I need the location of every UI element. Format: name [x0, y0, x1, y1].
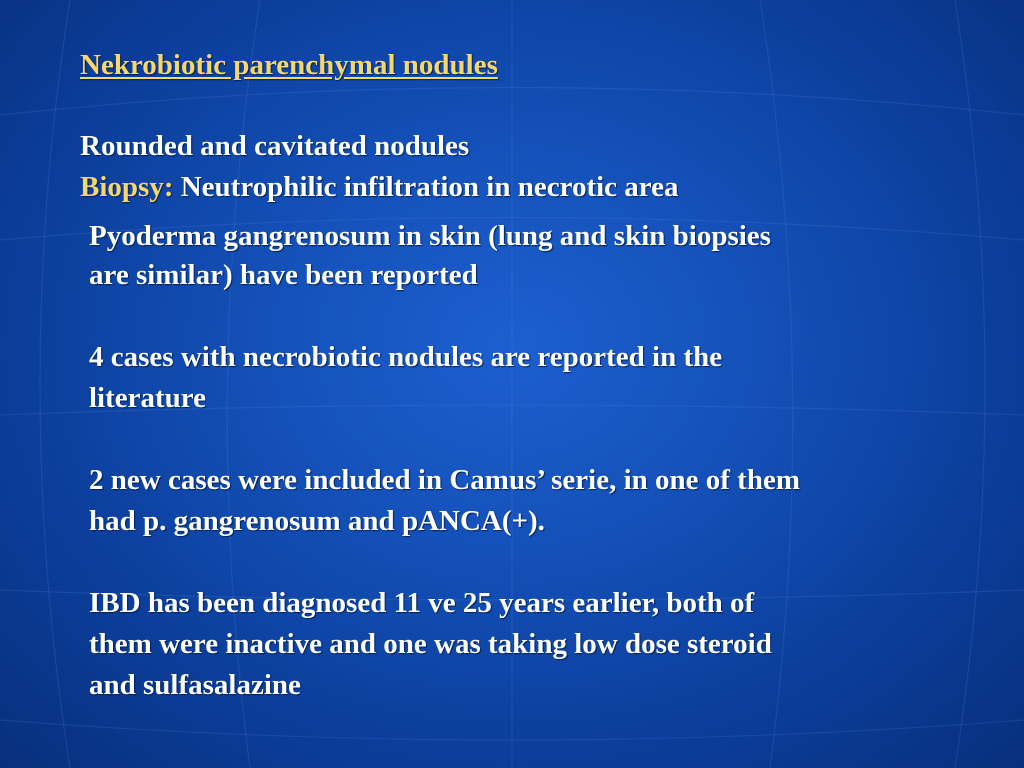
biopsy-text: Neutrophilic infiltration in necrotic area [180, 171, 679, 203]
biopsy-line [80, 168, 679, 206]
paragraph-line: 2 new cases were included in Camus’ serie, in one of them [89, 464, 800, 496]
paragraph-line: them were inactive and one was taking low dose steroid [89, 628, 772, 660]
paragraph-line: had p. gangrenosum and pANCA(+). [89, 505, 545, 537]
paragraph-line: and sulfasalazine [89, 669, 301, 701]
biopsy-label: Biopsy: [80, 171, 174, 203]
subtitle-line: Rounded and cavitated nodules [80, 130, 470, 162]
paragraph-line: are similar) have been reported [89, 259, 478, 291]
paragraph-line: IBD has been diagnosed 11 ve 25 years earlier, both of [89, 587, 755, 619]
paragraph-line: literature [89, 382, 207, 414]
paragraph-line: Pyoderma gangrenosum in skin (lung and skin biopsies [89, 220, 771, 252]
slide-title: Nekrobiotic parenchymal nodules [80, 49, 498, 81]
paragraph-line: 4 cases with necrobiotic nodules are reported in the [89, 341, 723, 373]
